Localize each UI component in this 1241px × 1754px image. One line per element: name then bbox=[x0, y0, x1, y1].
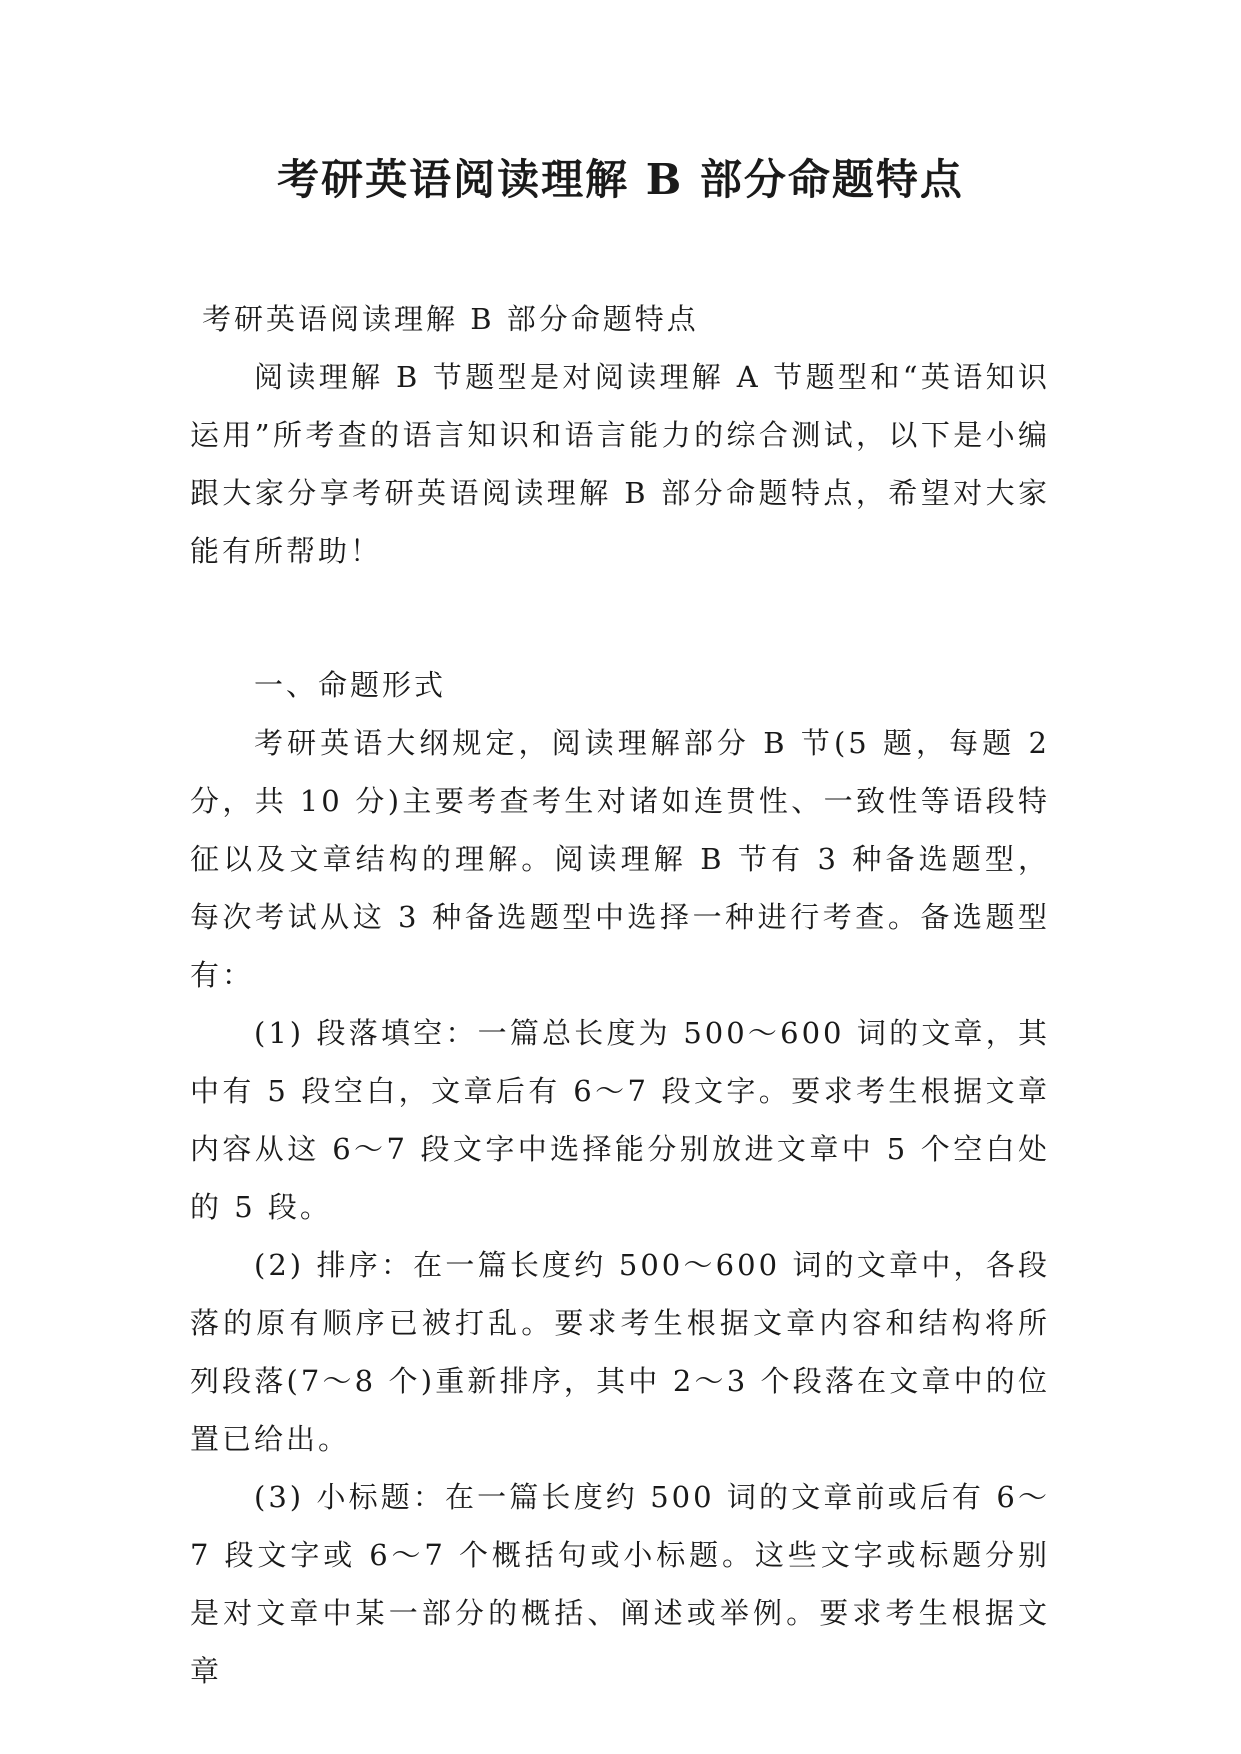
body-paragraph: 考研英语大纲规定，阅读理解部分 B 节(5 题，每题 2 分，共 10 分)主要考查考生对诸如连贯性、一致性等语段特征以及文章结构的理解。阅读理解 B 节有 3 种备选题型，每次考试从这 3 种备选题型中选择一种进行考查。备选题型有： bbox=[190, 726, 1050, 992]
list-item-paragraph-fill: (1) 段落填空：一篇总长度为 500～600 词的文章，其中有 5 段空白，文章后有 6～7 段文字。要求考生根据文章内容从这 6～7 段文字中选择能分别放进文章中 5 个空白处的 5 段。 bbox=[190, 1016, 1050, 1224]
document-body bbox=[190, 290, 1050, 1700]
document-title: 考研英语阅读理解 B 部分命题特点 bbox=[277, 155, 964, 204]
list-item-ordering: (2) 排序：在一篇长度约 500～600 词的文章中，各段落的原有顺序已被打乱。要求考生根据文章内容和结构将所列段落(7～8 个)重新排序，其中 2～3 个段落在文章中的位置已给出。 bbox=[190, 1248, 1050, 1456]
intro-paragraph: 阅读理解 B 节题型是对阅读理解 A 节题型和“英语知识运用”所考查的语言知识和语言能力的综合测试，以下是小编跟大家分享考研英语阅读理解 B 部分命题特点，希望对大家能有所帮助！ bbox=[190, 360, 1050, 568]
document-subtitle: 考研英语阅读理解 B 部分命题特点 bbox=[202, 302, 699, 336]
paragraph-spacer bbox=[190, 580, 1050, 656]
list-item-headings: (3) 小标题：在一篇长度约 500 词的文章前或后有 6～7 段文字或 6～7 个概括句或小标题。这些文字或标题分别是对文章中某一部分的概括、阐述或举例。要求考生根据文章 bbox=[190, 1480, 1050, 1688]
section-heading: 一、命题形式 bbox=[254, 668, 447, 702]
